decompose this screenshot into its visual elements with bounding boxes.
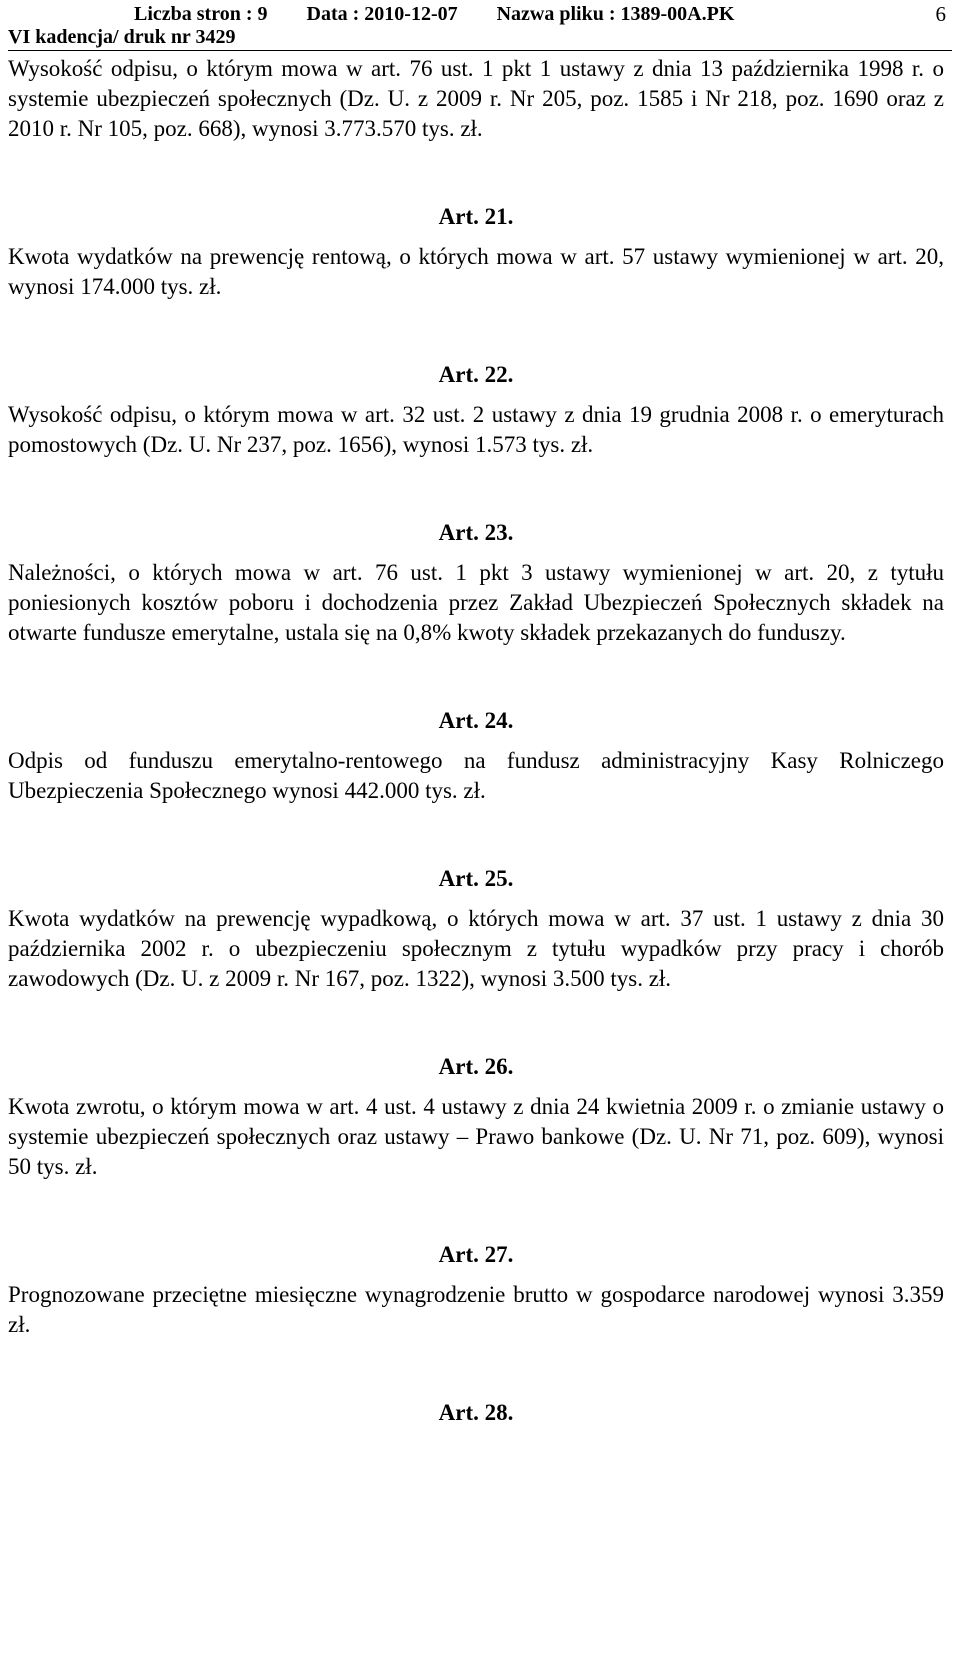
article-text: Kwota wydatków na prewencję wypadkową, o których mowa w art. 37 ust. 1 ustawy z dnia 30 października 2002 r. o ubezpieczeniu społecznym z tytułu wypadków przy pracy i chorób zawodowych (Dz. U. z 2009 r. Nr 167, poz. 1322), wynosi 3.500 tys. zł. bbox=[8, 906, 944, 991]
article-text: Kwota zwrotu, o którym mowa w art. 4 ust. 4 ustawy z dnia 24 kwietnia 2009 r. o zmianie ustawy o systemie ubezpieczeń społecznych oraz ustawy – Prawo bankowe (Dz. U. Nr 71, poz. 609), wynosi 50 tys. zł. bbox=[8, 1094, 944, 1179]
article-text: Kwota wydatków na prewencję rentową, o których mowa w art. 57 ustawy wymienionej w art. 20, wynosi 174.000 tys. zł. bbox=[8, 244, 944, 299]
document-body bbox=[8, 54, 944, 1428]
page-count: Liczba stron : 9 bbox=[134, 3, 268, 25]
article-26 bbox=[8, 1052, 944, 1182]
article-heading: Art. 25. bbox=[438, 866, 514, 891]
intro-paragraph: Wysokość odpisu, o którym mowa w art. 76 ust. 1 pkt 1 ustawy z dnia 13 października 1998 r. o systemie ubezpieczeń społecznych (Dz. U. z 2009 r. Nr 205, poz. 1585 i Nr 218, poz. 1690 oraz z 2010 r. Nr 105, poz. 668), wynosi 3.773.570 tys. zł. bbox=[8, 56, 944, 141]
header-divider bbox=[8, 50, 952, 51]
article-heading: Art. 24. bbox=[438, 708, 514, 733]
article-heading: Art. 23. bbox=[438, 520, 514, 545]
article-heading: Art. 21. bbox=[438, 204, 514, 229]
article-heading: Art. 27. bbox=[438, 1242, 514, 1267]
article-text: Odpis od funduszu emerytalno-rentowego na fundusz administracyjny Kasy Rolniczego Ubezpieczenia Społecznego wynosi 442.000 tys. zł. bbox=[8, 748, 944, 803]
file-name: Nazwa pliku : 1389-00A.PK bbox=[496, 3, 735, 25]
article-28-heading: Art. 28. bbox=[438, 1400, 514, 1425]
document-date: Data : 2010-12-07 bbox=[306, 3, 458, 25]
page-number: 6 bbox=[935, 2, 946, 26]
article-text: Wysokość odpisu, o którym mowa w art. 32 ust. 2 ustawy z dnia 19 grudnia 2008 r. o emeryturach pomostowych (Dz. U. Nr 237, poz. 1656), wynosi 1.573 tys. zł. bbox=[8, 402, 944, 457]
document-header bbox=[8, 0, 952, 52]
article-22 bbox=[8, 360, 944, 460]
header-meta bbox=[134, 2, 768, 26]
article-24 bbox=[8, 706, 944, 806]
article-23 bbox=[8, 518, 944, 648]
term-print-number: VI kadencja/ druk nr 3429 bbox=[8, 26, 236, 48]
article-text: Należności, o których mowa w art. 76 ust. 1 pkt 3 ustawy wymienionej w art. 20, z tytułu poniesionych kosztów poboru i dochodzenia przez Zakład Ubezpieczeń Społecznych składek na otwarte fundusze emerytalne, ustala się na 0,8% kwoty składek przekazanych do funduszy. bbox=[8, 560, 944, 645]
article-27 bbox=[8, 1240, 944, 1340]
article-heading: Art. 26. bbox=[438, 1054, 514, 1079]
article-text: Prognozowane przeciętne miesięczne wynagrodzenie brutto w gospodarce narodowej wynosi 3.359 zł. bbox=[8, 1282, 944, 1337]
article-25 bbox=[8, 864, 944, 994]
article-21 bbox=[8, 202, 944, 302]
article-heading: Art. 22. bbox=[438, 362, 514, 387]
